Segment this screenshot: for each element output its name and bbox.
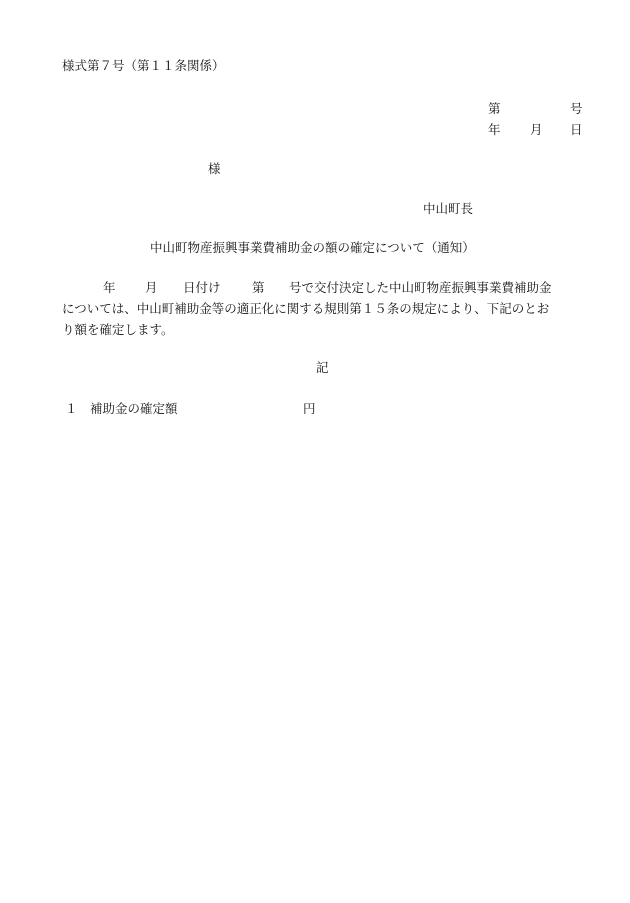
- item-unit: 円: [303, 401, 316, 416]
- form-label: 様式第７号（第１１条関係）: [62, 58, 225, 73]
- body-number-prefix: 第: [252, 280, 265, 295]
- body-line-2: については、中山町補助金等の適正化に関する規則第１５条の規定により、下記のとお: [62, 301, 550, 316]
- date-month-label: 月: [530, 122, 543, 137]
- date-day-label: 日: [570, 122, 583, 137]
- body-year-label: 年: [103, 280, 116, 295]
- issuer-name: 中山町長: [423, 201, 474, 216]
- item-label: 補助金の確定額: [90, 401, 178, 416]
- date-year-label: 年: [488, 122, 501, 137]
- record-heading: 記: [316, 360, 329, 375]
- body-day-label: 日付け: [183, 280, 221, 295]
- document-number-prefix: 第: [488, 101, 501, 116]
- body-line-1-text: 号で交付決定した中山町物産振興事業費補助金: [289, 280, 552, 295]
- item-number: １: [65, 401, 78, 416]
- addressee-honorific: 様: [208, 161, 221, 176]
- body-month-label: 月: [145, 280, 158, 295]
- document-number-suffix: 号: [570, 101, 583, 116]
- body-line-3: り額を確定します。: [62, 322, 174, 337]
- document-title: 中山町物産振興事業費補助金の額の確定について（通知）: [150, 240, 475, 255]
